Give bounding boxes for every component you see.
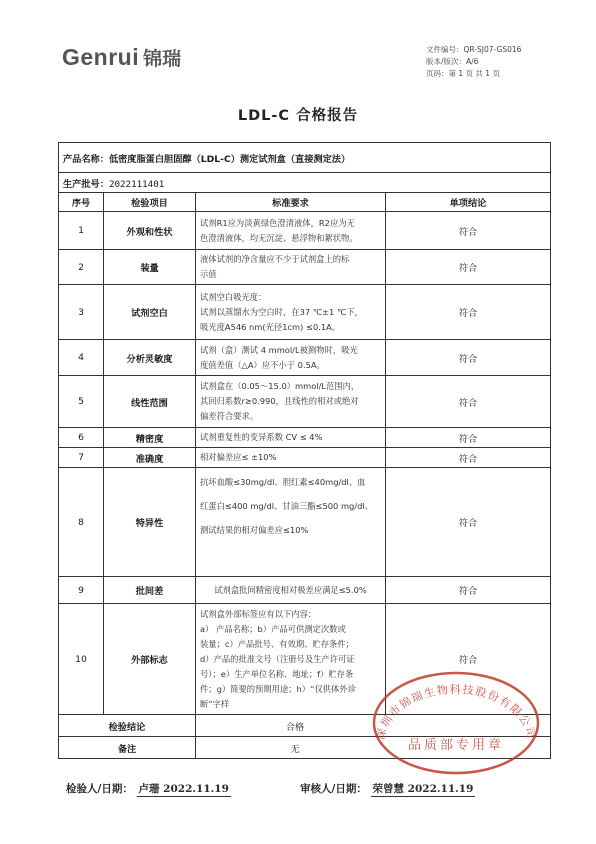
doc-version: 版本/版次：A/6 (426, 57, 479, 66)
requirement-line: 试剂盒批间精密度相对极差应满足≤5.0% (214, 584, 367, 595)
requirement-line: 试剂以蒸馏水为空白时，在37 ℃±1 ℃下， (200, 306, 363, 317)
row-result: 符合 (386, 285, 551, 340)
requirement-line: 装量；c）产品批号、有效期、贮存条件； (200, 638, 354, 649)
row-item: 外部标志 (104, 604, 196, 715)
requirement-line: 色澄清液体，均无沉淀、悬浮物和絮状物。 (200, 232, 358, 243)
row-requirement (196, 468, 386, 577)
product-name: 低密度脂蛋白胆固醇（LDL-C）测定试剂盒（直接测定法） (108, 153, 351, 165)
logo-text: Genrui (62, 44, 140, 70)
requirement-line: 吸光度A546 nm(光径1cm) ≤0.1A。 (200, 321, 341, 332)
quality-department-seal (370, 665, 542, 775)
product-label: 产品名称： (63, 153, 109, 165)
inspector-name: 卢珊 (138, 783, 160, 795)
doc-page: 页码：第 1 页 共 1 页 (426, 69, 500, 78)
table-row (59, 340, 551, 376)
batch-label: 生产批号： (63, 178, 109, 190)
row-number: 6 (59, 428, 104, 448)
reviewer-signature (371, 781, 476, 797)
row-item: 外观和性状 (104, 212, 196, 250)
conclusion-value: 合格 (196, 715, 551, 737)
doc-number: 文件编号：QR-SJ07-GS016 (426, 45, 522, 54)
row-item: 装量 (104, 250, 196, 285)
row-item: 准确度 (104, 448, 196, 468)
requirement-line: 液体试剂的净含量应不少于试剂盒上的标 (200, 254, 350, 264)
row-requirement (196, 212, 386, 250)
conclusion-label: 检验结论 (59, 715, 196, 737)
row-result: 符合 (386, 428, 551, 448)
row-number: 2 (59, 250, 104, 285)
row-item: 特异性 (104, 468, 196, 577)
batch-number: 2022111401 (108, 178, 165, 190)
row-number: 7 (59, 448, 104, 468)
inspector-date: 2022.11.19 (163, 783, 229, 795)
table-row (59, 285, 551, 340)
row-number: 4 (59, 340, 104, 376)
row-result: 符合 (386, 577, 551, 604)
product-cell (59, 143, 551, 173)
row-requirement (196, 577, 386, 604)
batch-row (59, 173, 551, 193)
row-number: 9 (59, 577, 104, 604)
requirement-line: 其回归系数r≥0.990，且线性的相对或绝对 (200, 396, 359, 406)
row-requirement (196, 428, 386, 448)
requirement-line: 试剂空白吸光度： (200, 291, 267, 302)
table-row (59, 212, 551, 250)
requirement-line: 红蛋白≤400 mg/dl、甘油三酯≤500 mg/dl、 (200, 501, 373, 511)
table-row (59, 468, 551, 577)
requirement-line: 号）；e）生产单位名称、地址；f）贮存条 (200, 668, 354, 679)
reviewer-date: 2022.11.19 (407, 783, 474, 795)
column-header: 序号 (59, 193, 104, 212)
row-requirement (196, 604, 386, 715)
requirement-line: 度值差值（△A）应不小于 0.5A。 (200, 359, 325, 370)
requirement-line: 示值 (200, 269, 217, 279)
row-item: 线性范围 (104, 376, 196, 428)
row-result: 符合 (386, 250, 551, 285)
table-row (59, 250, 551, 285)
reviewer-name: 荣曾慧 (372, 783, 404, 795)
remark-label: 备注 (59, 737, 196, 759)
batch-cell (59, 173, 551, 193)
row-number: 1 (59, 212, 104, 250)
row-result: 符合 (386, 376, 551, 428)
table-row (59, 448, 551, 468)
svg-text:深圳市锦瑞生物科技股份有限公司: 深圳市锦瑞生物科技股份有限公司 (373, 683, 539, 741)
row-item: 试剂空白 (104, 285, 196, 340)
requirement-line: 抗坏血酸≤30mg/dl、胆红素≤40mg/dl、血 (200, 477, 366, 487)
row-number: 8 (59, 468, 104, 577)
row-item: 分析灵敏度 (104, 340, 196, 376)
table-header-row (59, 193, 551, 212)
row-item: 精密度 (104, 428, 196, 448)
table-row (59, 376, 551, 428)
row-result: 符合 (386, 468, 551, 577)
table-row (59, 428, 551, 448)
requirement-line: 试剂盒在（0.05～15.0）mmol/L范围内， (200, 381, 360, 391)
row-result: 符合 (386, 448, 551, 468)
column-header: 检验项目 (104, 193, 196, 212)
svg-text:品质部专用章: 品质部专用章 (407, 738, 505, 753)
requirement-line: a） 产品名称；b）产品可供测定次数或 (200, 623, 346, 634)
requirement-line: 偏差符合要求。 (200, 411, 259, 421)
inspector-signature (137, 781, 231, 797)
requirement-line: 测试结果的相对偏差应≤10% (200, 525, 309, 535)
inspector-label: 检验人/日期： (66, 783, 133, 795)
row-number: 3 (59, 285, 104, 340)
row-requirement (196, 285, 386, 340)
report-title: LDL-C 合格报告 (237, 108, 359, 124)
company-logo (62, 44, 181, 71)
requirement-line: 试剂重复性的变异系数 CV ≤ 4% (200, 432, 323, 442)
row-requirement (196, 340, 386, 376)
requirement-line: d）产品的批准文号（注册号及生产许可证 (200, 653, 355, 664)
reviewer-signature-block (300, 781, 475, 797)
row-item: 批间差 (104, 577, 196, 604)
requirement-line: 试剂盒外部标签应有以下内容： (200, 608, 317, 619)
row-number: 5 (59, 376, 104, 428)
row-result: 符合 (386, 604, 551, 715)
requirement-line: 试剂R1应为淡黄绿色澄清液体，R2应为无 (200, 217, 355, 228)
column-header: 单项结论 (386, 193, 551, 212)
remark-value: 无 (196, 737, 551, 759)
row-result: 符合 (386, 340, 551, 376)
product-row (59, 143, 551, 173)
requirement-line: 件；g）简要的预期用途；h）“仅供体外诊 (200, 683, 356, 694)
logo-cn-text: 锦瑞 (143, 48, 182, 70)
row-requirement (196, 250, 386, 285)
row-requirement (196, 448, 386, 468)
row-result: 符合 (386, 212, 551, 250)
requirement-line: 相对偏差应≤ ±10% (200, 452, 277, 462)
row-number: 10 (59, 604, 104, 715)
requirement-line: 试剂（盒）测试 4 mmol/L被测物时，吸光 (200, 344, 358, 355)
inspector-signature-block (66, 781, 231, 797)
document-info (426, 44, 521, 80)
requirement-line: 断”字样 (200, 698, 230, 709)
row-requirement (196, 376, 386, 428)
table-row (59, 577, 551, 604)
column-header: 标准要求 (196, 193, 386, 212)
reviewer-label: 审核人/日期： (300, 783, 367, 795)
